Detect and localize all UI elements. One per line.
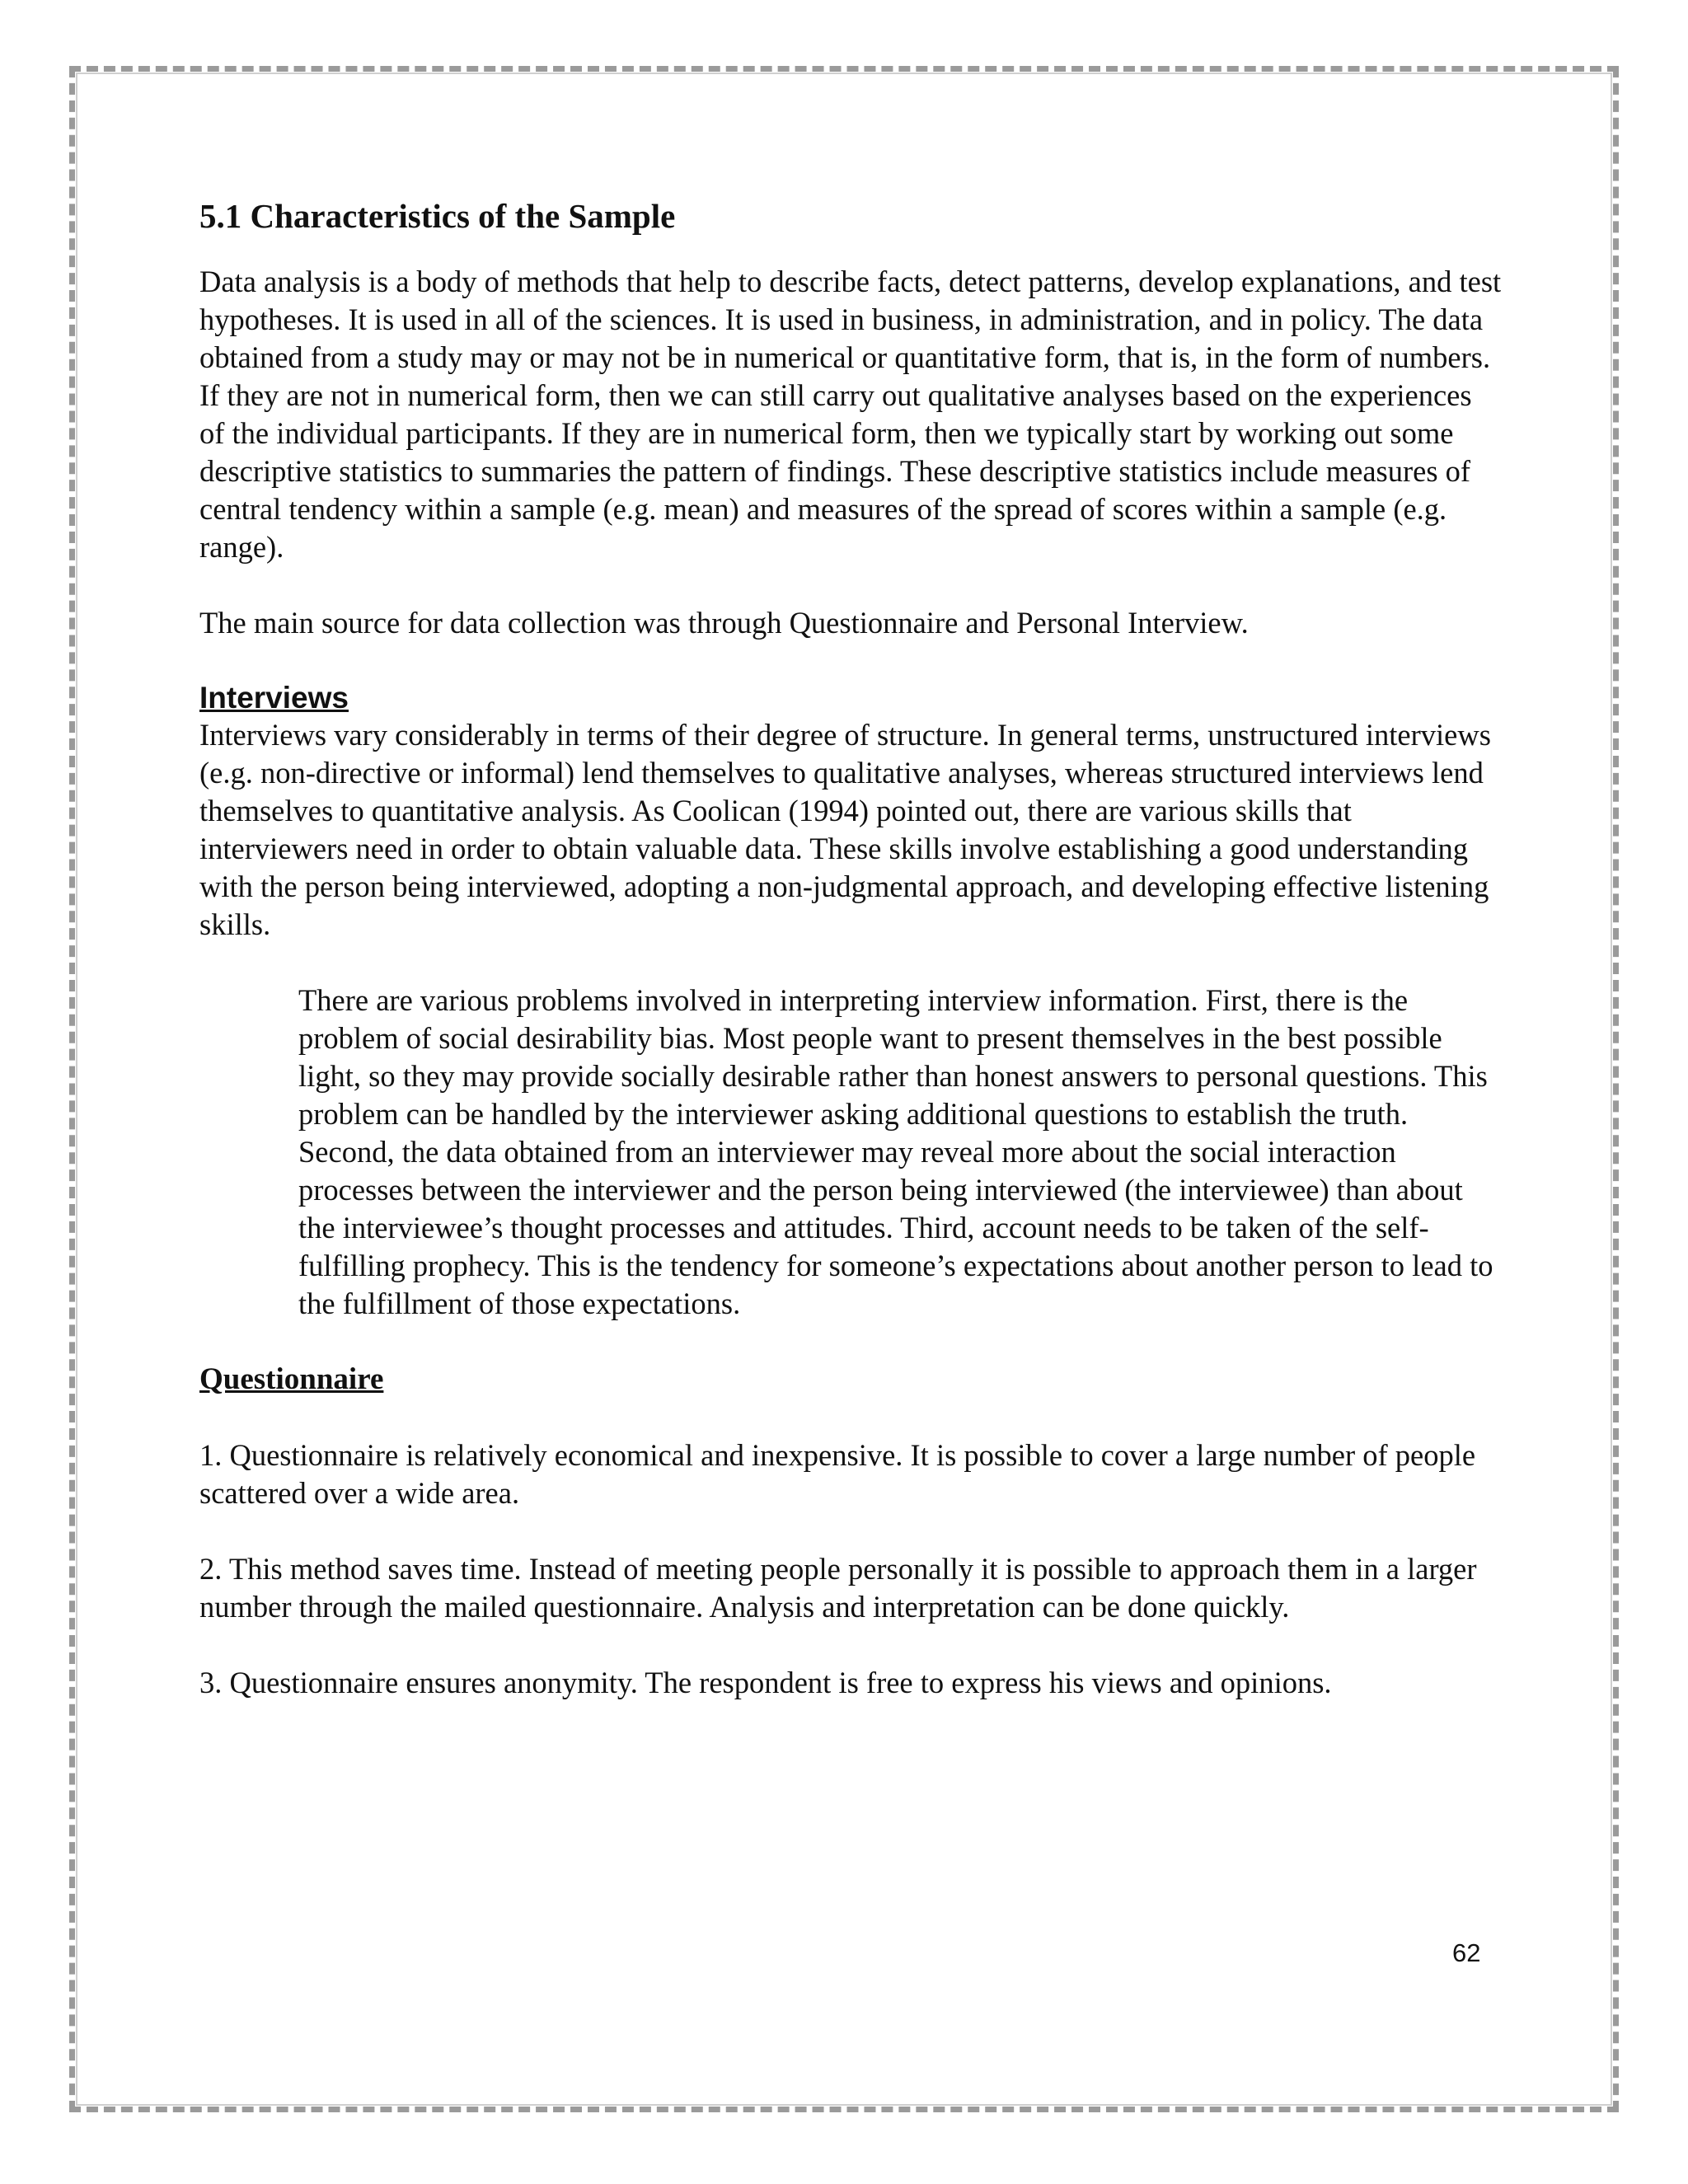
data-source-paragraph: The main source for data collection was through Questionnaire and Personal Interview. — [199, 606, 1249, 640]
questionnaire-point-1: 1. Questionnaire is relatively economical and inexpensive. It is possible to cover a large number of people scattered over a wide area. — [199, 1438, 1476, 1511]
document-content — [199, 196, 1502, 1702]
intro-paragraph: Data analysis is a body of methods that help to describe facts, detect patterns, develop explanations, and test hypotheses. It is used in all of the sciences. It is used in business, in administration, and in policy. The data obtained from a study may or may not be in numerical or quantitative form, that is, in the form of numbers. If they are not in numerical form, then we can still carry out qualitative analyses based on the experiences of the individual participants. If they are in numerical form, then we typically start by working out some descriptive statistics to summaries the pattern of findings. These descriptive statistics include measures of central tendency within a sample (e.g. mean) and measures of the spread of scores within a sample (e.g. range). — [199, 265, 1502, 565]
section-title: 5.1 Characteristics of the Sample — [199, 197, 676, 235]
questionnaire-point-3: 3. Questionnaire ensures anonymity. The respondent is free to express his views and opinions. — [199, 1666, 1332, 1700]
questionnaire-point-2: 2. This method saves time. Instead of meeting people personally it is possible to approach them in a larger number through the mailed questionnaire. Analysis and interpretation can be done quickly. — [199, 1552, 1477, 1624]
interviews-heading: Interviews — [199, 681, 349, 715]
interview-problems-paragraph: There are various problems involved in interpreting interview information. First, there is the problem of social desirability bias. Most people want to present themselves in the best possible light, so they may provide socially desirable rather than honest answers to personal questions. This problem can be handled by the interviewer asking additional questions to establish the truth. Second, the data obtained from an interviewer may reveal more about the social interaction processes between the interviewer and the person being interviewed (the interviewee) than about the interviewee’s thought processes and attitudes. Third, account needs to be taken of the self-fulfilling prophecy. This is the tendency for someone’s expectations about another person to lead to the fulfillment of those expectations. — [298, 983, 1493, 1321]
page-number: 62 — [1452, 1938, 1481, 1967]
interviews-paragraph: Interviews vary considerably in terms of their degree of structure. In general terms, unstructured interviews (e.g. non-directive or informal) lend themselves to qualitative analyses, whereas structured interviews lend themselves to quantitative analysis. As Coolican (1994) pointed out, there are various skills that interviewers need in order to obtain valuable data. These skills involve establishing a good understanding with the person being interviewed, adopting a non-judgmental approach, and developing effective listening skills. — [199, 718, 1491, 942]
questionnaire-heading: Questionnaire — [199, 1362, 384, 1397]
